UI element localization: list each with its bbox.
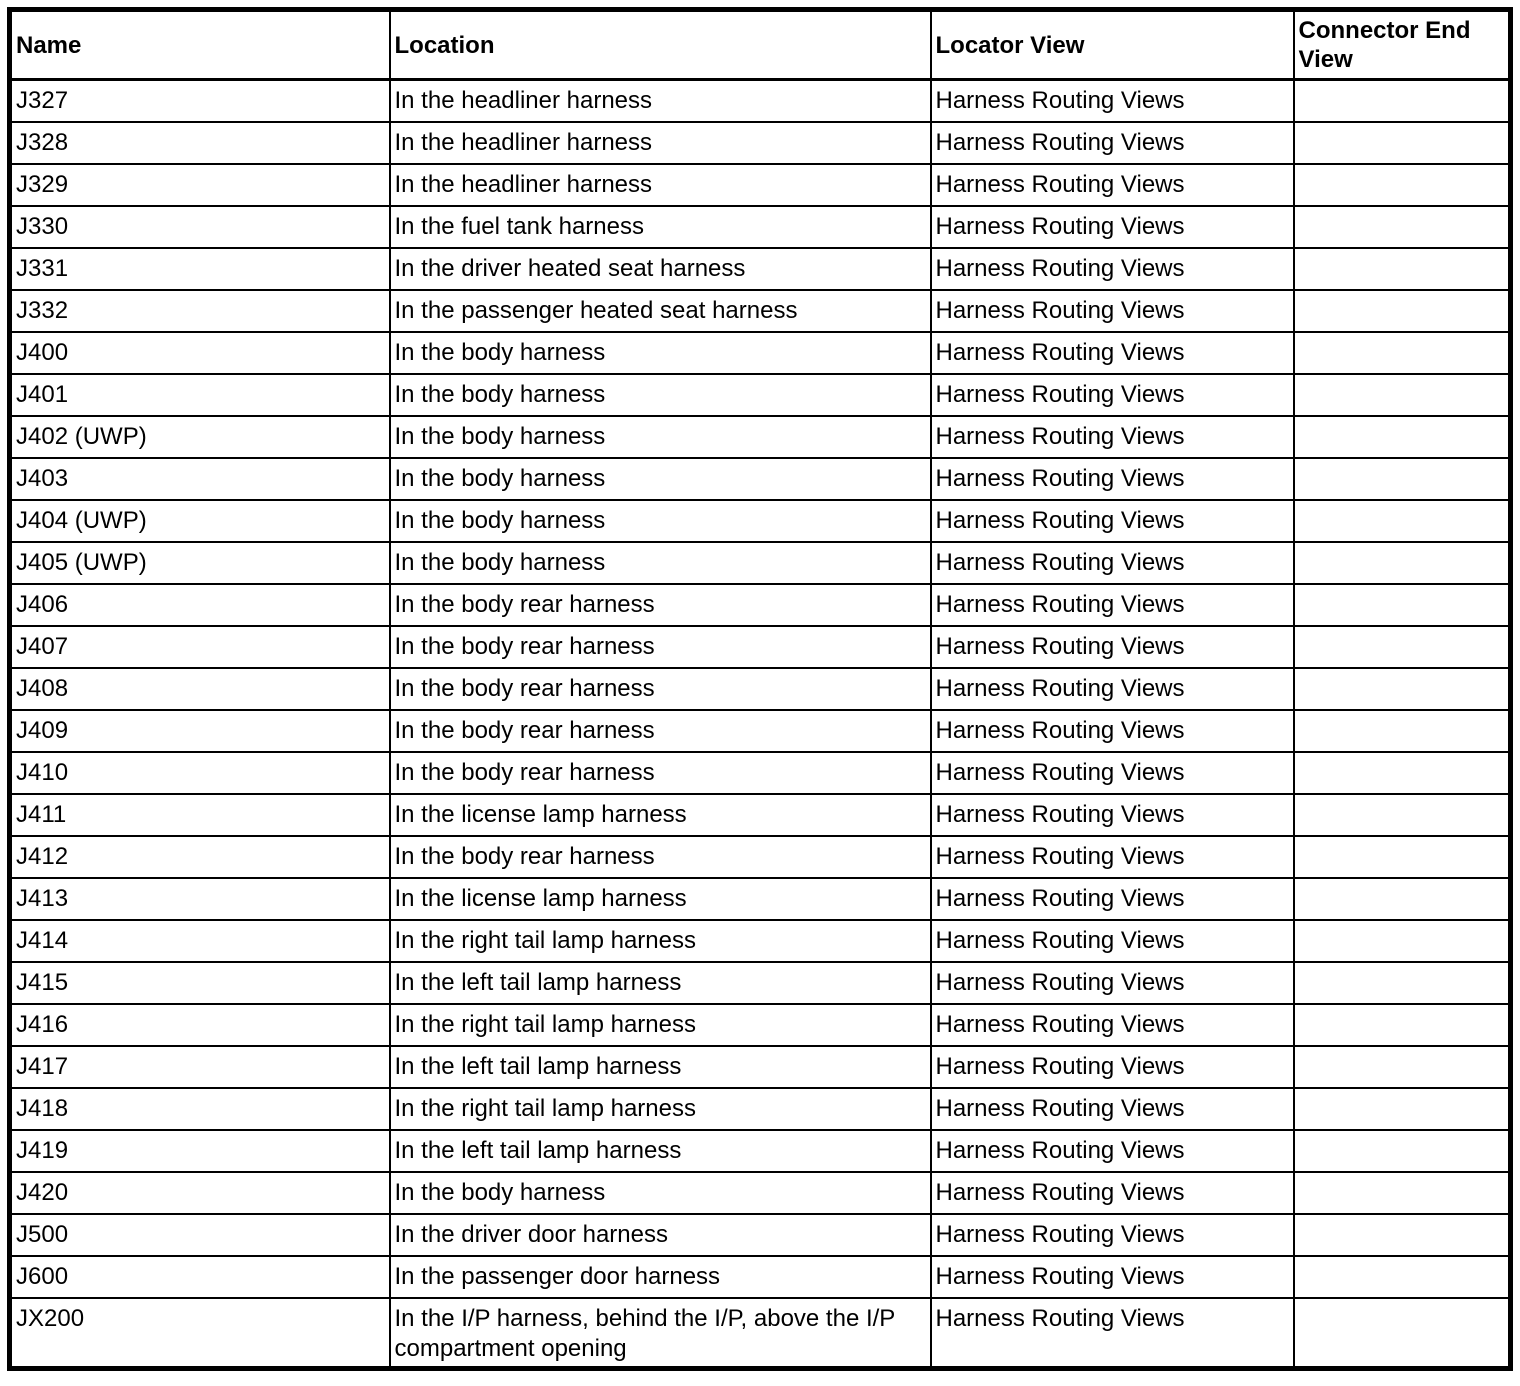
cell-locator-view: Harness Routing Views	[931, 290, 1294, 332]
cell-locator-view: Harness Routing Views	[931, 458, 1294, 500]
cell-locator-view: Harness Routing Views	[931, 122, 1294, 164]
cell-connector-end-view	[1294, 626, 1511, 668]
table-row	[10, 1298, 1511, 1369]
table-row	[10, 206, 1511, 248]
cell-locator-view: Harness Routing Views	[931, 374, 1294, 416]
cell-location: In the driver heated seat harness	[390, 248, 931, 290]
cell-location: In the left tail lamp harness	[390, 1046, 931, 1088]
cell-location: In the body harness	[390, 416, 931, 458]
table-row	[10, 626, 1511, 668]
cell-connector-end-view	[1294, 80, 1511, 122]
table-row	[10, 122, 1511, 164]
cell-location: In the left tail lamp harness	[390, 1130, 931, 1172]
cell-name: J408	[10, 668, 390, 710]
table-row	[10, 374, 1511, 416]
cell-connector-end-view	[1294, 164, 1511, 206]
cell-name: J417	[10, 1046, 390, 1088]
cell-connector-end-view	[1294, 836, 1511, 878]
cell-locator-view: Harness Routing Views	[931, 332, 1294, 374]
cell-name: J401	[10, 374, 390, 416]
cell-locator-view: Harness Routing Views	[931, 1046, 1294, 1088]
cell-connector-end-view	[1294, 500, 1511, 542]
cell-location: In the I/P harness, behind the I/P, above the I/P compartment opening	[390, 1298, 931, 1369]
cell-location: In the headliner harness	[390, 122, 931, 164]
cell-locator-view: Harness Routing Views	[931, 710, 1294, 752]
cell-name: J413	[10, 878, 390, 920]
cell-name: J405 (UWP)	[10, 542, 390, 584]
cell-name: J419	[10, 1130, 390, 1172]
table-row	[10, 1214, 1511, 1256]
cell-connector-end-view	[1294, 920, 1511, 962]
cell-location: In the body rear harness	[390, 710, 931, 752]
table-row	[10, 584, 1511, 626]
cell-connector-end-view	[1294, 1214, 1511, 1256]
table-row	[10, 542, 1511, 584]
cell-name: J411	[10, 794, 390, 836]
cell-connector-end-view	[1294, 794, 1511, 836]
col-header-connector-end-view: Connector End View	[1294, 10, 1511, 80]
cell-locator-view: Harness Routing Views	[931, 752, 1294, 794]
cell-name: J327	[10, 80, 390, 122]
cell-name: J600	[10, 1256, 390, 1298]
cell-connector-end-view	[1294, 962, 1511, 1004]
table-row	[10, 164, 1511, 206]
table-row	[10, 836, 1511, 878]
cell-location: In the body rear harness	[390, 584, 931, 626]
cell-location: In the body rear harness	[390, 752, 931, 794]
cell-locator-view: Harness Routing Views	[931, 206, 1294, 248]
cell-locator-view: Harness Routing Views	[931, 1088, 1294, 1130]
cell-location: In the body harness	[390, 458, 931, 500]
cell-location: In the body rear harness	[390, 836, 931, 878]
cell-location: In the passenger door harness	[390, 1256, 931, 1298]
cell-name: J331	[10, 248, 390, 290]
cell-name: J412	[10, 836, 390, 878]
table-row	[10, 332, 1511, 374]
cell-name: J418	[10, 1088, 390, 1130]
col-header-name: Name	[10, 10, 390, 80]
col-header-location: Location	[390, 10, 931, 80]
cell-locator-view: Harness Routing Views	[931, 794, 1294, 836]
cell-name: J414	[10, 920, 390, 962]
cell-locator-view: Harness Routing Views	[931, 1214, 1294, 1256]
cell-name: J500	[10, 1214, 390, 1256]
cell-location: In the right tail lamp harness	[390, 1088, 931, 1130]
cell-locator-view: Harness Routing Views	[931, 500, 1294, 542]
table-row	[10, 1088, 1511, 1130]
header-row	[10, 10, 1511, 80]
table-row	[10, 500, 1511, 542]
cell-connector-end-view	[1294, 710, 1511, 752]
table-row	[10, 80, 1511, 122]
cell-name: J410	[10, 752, 390, 794]
cell-locator-view: Harness Routing Views	[931, 164, 1294, 206]
cell-connector-end-view	[1294, 1088, 1511, 1130]
cell-name: J332	[10, 290, 390, 332]
cell-locator-view: Harness Routing Views	[931, 878, 1294, 920]
cell-location: In the headliner harness	[390, 164, 931, 206]
table-row	[10, 878, 1511, 920]
table-row	[10, 416, 1511, 458]
cell-connector-end-view	[1294, 1256, 1511, 1298]
cell-connector-end-view	[1294, 1004, 1511, 1046]
cell-locator-view: Harness Routing Views	[931, 416, 1294, 458]
cell-locator-view: Harness Routing Views	[931, 920, 1294, 962]
cell-locator-view: Harness Routing Views	[931, 962, 1294, 1004]
table-row	[10, 668, 1511, 710]
table-row	[10, 920, 1511, 962]
cell-location: In the body harness	[390, 332, 931, 374]
cell-connector-end-view	[1294, 668, 1511, 710]
cell-locator-view: Harness Routing Views	[931, 1172, 1294, 1214]
table-row	[10, 248, 1511, 290]
cell-name: J409	[10, 710, 390, 752]
table-row	[10, 290, 1511, 332]
cell-connector-end-view	[1294, 752, 1511, 794]
table-body	[10, 80, 1511, 1369]
cell-connector-end-view	[1294, 206, 1511, 248]
cell-locator-view: Harness Routing Views	[931, 668, 1294, 710]
cell-location: In the right tail lamp harness	[390, 1004, 931, 1046]
table-row	[10, 752, 1511, 794]
cell-connector-end-view	[1294, 416, 1511, 458]
cell-connector-end-view	[1294, 290, 1511, 332]
cell-location: In the license lamp harness	[390, 794, 931, 836]
cell-location: In the body harness	[390, 1172, 931, 1214]
cell-name: J402 (UWP)	[10, 416, 390, 458]
connector-location-table	[7, 7, 1513, 1371]
cell-locator-view: Harness Routing Views	[931, 1130, 1294, 1172]
cell-locator-view: Harness Routing Views	[931, 1256, 1294, 1298]
cell-connector-end-view	[1294, 878, 1511, 920]
cell-location: In the body harness	[390, 542, 931, 584]
cell-location: In the body harness	[390, 374, 931, 416]
cell-connector-end-view	[1294, 1298, 1511, 1369]
cell-location: In the driver door harness	[390, 1214, 931, 1256]
cell-connector-end-view	[1294, 1046, 1511, 1088]
cell-name: J328	[10, 122, 390, 164]
cell-locator-view: Harness Routing Views	[931, 584, 1294, 626]
cell-name: J329	[10, 164, 390, 206]
cell-name: J420	[10, 1172, 390, 1214]
cell-name: J407	[10, 626, 390, 668]
cell-location: In the right tail lamp harness	[390, 920, 931, 962]
cell-locator-view: Harness Routing Views	[931, 1004, 1294, 1046]
cell-connector-end-view	[1294, 584, 1511, 626]
cell-name: J400	[10, 332, 390, 374]
table-row	[10, 1004, 1511, 1046]
cell-locator-view: Harness Routing Views	[931, 836, 1294, 878]
cell-locator-view: Harness Routing Views	[931, 1298, 1294, 1369]
cell-locator-view: Harness Routing Views	[931, 626, 1294, 668]
cell-location: In the body rear harness	[390, 626, 931, 668]
cell-location: In the fuel tank harness	[390, 206, 931, 248]
cell-location: In the license lamp harness	[390, 878, 931, 920]
table-row	[10, 1130, 1511, 1172]
cell-location: In the headliner harness	[390, 80, 931, 122]
cell-connector-end-view	[1294, 122, 1511, 164]
table-row	[10, 710, 1511, 752]
table-row	[10, 962, 1511, 1004]
cell-location: In the body rear harness	[390, 668, 931, 710]
cell-location: In the body harness	[390, 500, 931, 542]
cell-connector-end-view	[1294, 248, 1511, 290]
cell-location: In the left tail lamp harness	[390, 962, 931, 1004]
cell-name: J415	[10, 962, 390, 1004]
cell-connector-end-view	[1294, 458, 1511, 500]
cell-connector-end-view	[1294, 542, 1511, 584]
cell-location: In the passenger heated seat harness	[390, 290, 931, 332]
cell-name: J406	[10, 584, 390, 626]
table-row	[10, 794, 1511, 836]
cell-name: J403	[10, 458, 390, 500]
cell-name: J416	[10, 1004, 390, 1046]
cell-name: J330	[10, 206, 390, 248]
col-header-locator-view: Locator View	[931, 10, 1294, 80]
table-row	[10, 1256, 1511, 1298]
cell-locator-view: Harness Routing Views	[931, 542, 1294, 584]
cell-connector-end-view	[1294, 374, 1511, 416]
cell-name: J404 (UWP)	[10, 500, 390, 542]
cell-name: JX200	[10, 1298, 390, 1369]
cell-connector-end-view	[1294, 1172, 1511, 1214]
table-row	[10, 458, 1511, 500]
cell-connector-end-view	[1294, 332, 1511, 374]
table-row	[10, 1172, 1511, 1214]
cell-locator-view: Harness Routing Views	[931, 80, 1294, 122]
table-row	[10, 1046, 1511, 1088]
cell-connector-end-view	[1294, 1130, 1511, 1172]
cell-locator-view: Harness Routing Views	[931, 248, 1294, 290]
